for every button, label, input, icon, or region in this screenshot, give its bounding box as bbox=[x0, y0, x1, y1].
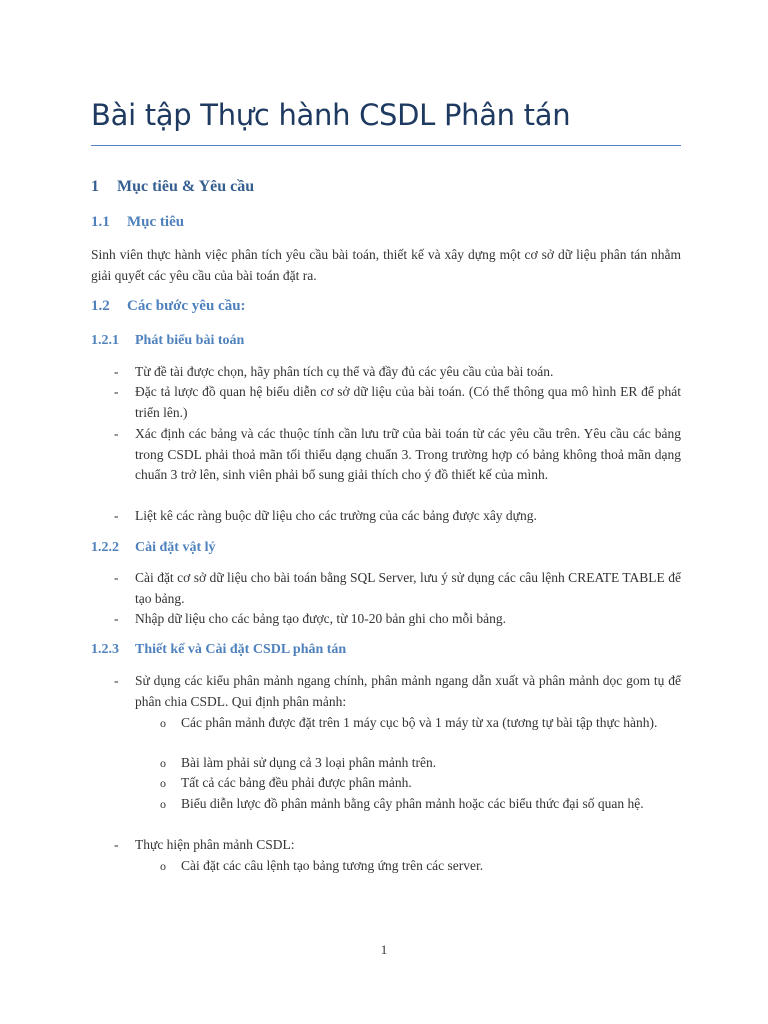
circle-bullet: o bbox=[160, 797, 166, 811]
section-number: 1.1 bbox=[91, 214, 110, 230]
section-number: 1.2.2 bbox=[91, 540, 119, 555]
section-label: Mục tiêu & Yêu cầu bbox=[117, 178, 255, 195]
section-number: 1.2.1 bbox=[91, 333, 119, 348]
section-label: Cài đặt vật lý bbox=[135, 540, 216, 555]
list-item: Cài đặt cơ sở dữ liệu cho bài toán bằng SQL Server, lưu ý sử dụng các câu lệnh CREATE TABLE để tạo bảng. bbox=[135, 570, 681, 606]
dash-bullet: - bbox=[114, 673, 119, 688]
list-item: Từ đề tài được chọn, hãy phân tích cụ thể và đầy đủ các yêu cầu của bài toán. bbox=[135, 364, 554, 379]
list-item: Nhập dữ liệu cho các bảng tạo được, từ 10-20 bản ghi cho mỗi bảng. bbox=[135, 611, 506, 626]
section-label: Thiết kế và Cài đặt CSDL phân tán bbox=[135, 642, 347, 657]
list-item: Xác định các bảng và các thuộc tính cần lưu trữ của bài toán từ các yêu cầu trên. Yêu cầu các bảng trong CSDL phải thoả mãn tối thiểu dạng chuẩn 3. Trong trường hợp có bảng không thoả mãn dạng chuẩn 3 trở lên, sinh viên phải bổ sung giải thích cho ý đồ thiết kế của mình. bbox=[135, 426, 681, 482]
dash-bullet: - bbox=[114, 426, 119, 441]
dash-bullet: - bbox=[114, 570, 119, 585]
list-item: Liệt kê các ràng buộc dữ liệu cho các trường của các bảng được xây dựng. bbox=[135, 508, 537, 523]
section-label: Các bước yêu cầu: bbox=[127, 298, 246, 314]
dash-bullet: - bbox=[114, 611, 119, 626]
sub-list-item: Biểu diễn lược đồ phân mảnh bằng cây phân mảnh hoặc các biểu thức đại số quan hệ. bbox=[181, 796, 644, 811]
sub-list-item: Cài đặt các câu lệnh tạo bảng tương ứng trên các server. bbox=[181, 858, 484, 873]
dash-bullet: - bbox=[114, 364, 119, 379]
section-number: 1.2.3 bbox=[91, 642, 119, 657]
heading-1-1 bbox=[91, 214, 184, 231]
heading-1-2 bbox=[91, 298, 246, 315]
section-number: 1 bbox=[91, 178, 99, 195]
circle-bullet: o bbox=[160, 859, 166, 873]
heading-section-1 bbox=[91, 178, 254, 196]
heading-1-2-3 bbox=[91, 642, 346, 658]
circle-bullet: o bbox=[160, 776, 166, 790]
dash-bullet: - bbox=[114, 837, 119, 852]
sub-list-item: Các phân mảnh được đặt trên 1 máy cục bộ và 1 máy từ xa (tương tự bài tập thực hành). bbox=[181, 715, 658, 730]
sub-list-item: Bài làm phải sử dụng cả 3 loại phân mảnh trên. bbox=[181, 755, 437, 770]
list-item: Đặc tả lược đồ quan hệ biểu diễn cơ sở dữ liệu của bài toán. (Có thể thông qua mô hình ER để phát triển lên.) bbox=[135, 384, 681, 420]
circle-bullet: o bbox=[160, 756, 166, 770]
heading-1-2-1 bbox=[91, 333, 244, 349]
paragraph-objective: Sinh viên thực hành việc phân tích yêu cầu bài toán, thiết kế và xây dựng một cơ sở dữ liệu phân tán nhằm giải quyết các yêu cầu của bài toán đặt ra. bbox=[91, 247, 681, 283]
section-number: 1.2 bbox=[91, 298, 110, 314]
heading-1-2-2 bbox=[91, 540, 216, 556]
title-underline bbox=[91, 145, 681, 146]
page-number: 1 bbox=[380, 942, 388, 957]
section-label: Phát biểu bài toán bbox=[135, 333, 245, 348]
document-title: Bài tập Thực hành CSDL Phân tán bbox=[91, 98, 571, 132]
section-label: Mục tiêu bbox=[127, 214, 185, 230]
sub-list-item: Tất cả các bảng đều phải được phân mảnh. bbox=[181, 775, 412, 790]
circle-bullet: o bbox=[160, 716, 166, 730]
dash-bullet: - bbox=[114, 508, 119, 523]
list-item: Sử dụng các kiểu phân mảnh ngang chính, phân mảnh ngang dẫn xuất và phân mảnh dọc gom tụ để phân chia CSDL. Qui định phân mảnh: bbox=[135, 673, 681, 709]
list-item: Thực hiện phân mảnh CSDL: bbox=[135, 837, 295, 852]
dash-bullet: - bbox=[114, 384, 119, 399]
